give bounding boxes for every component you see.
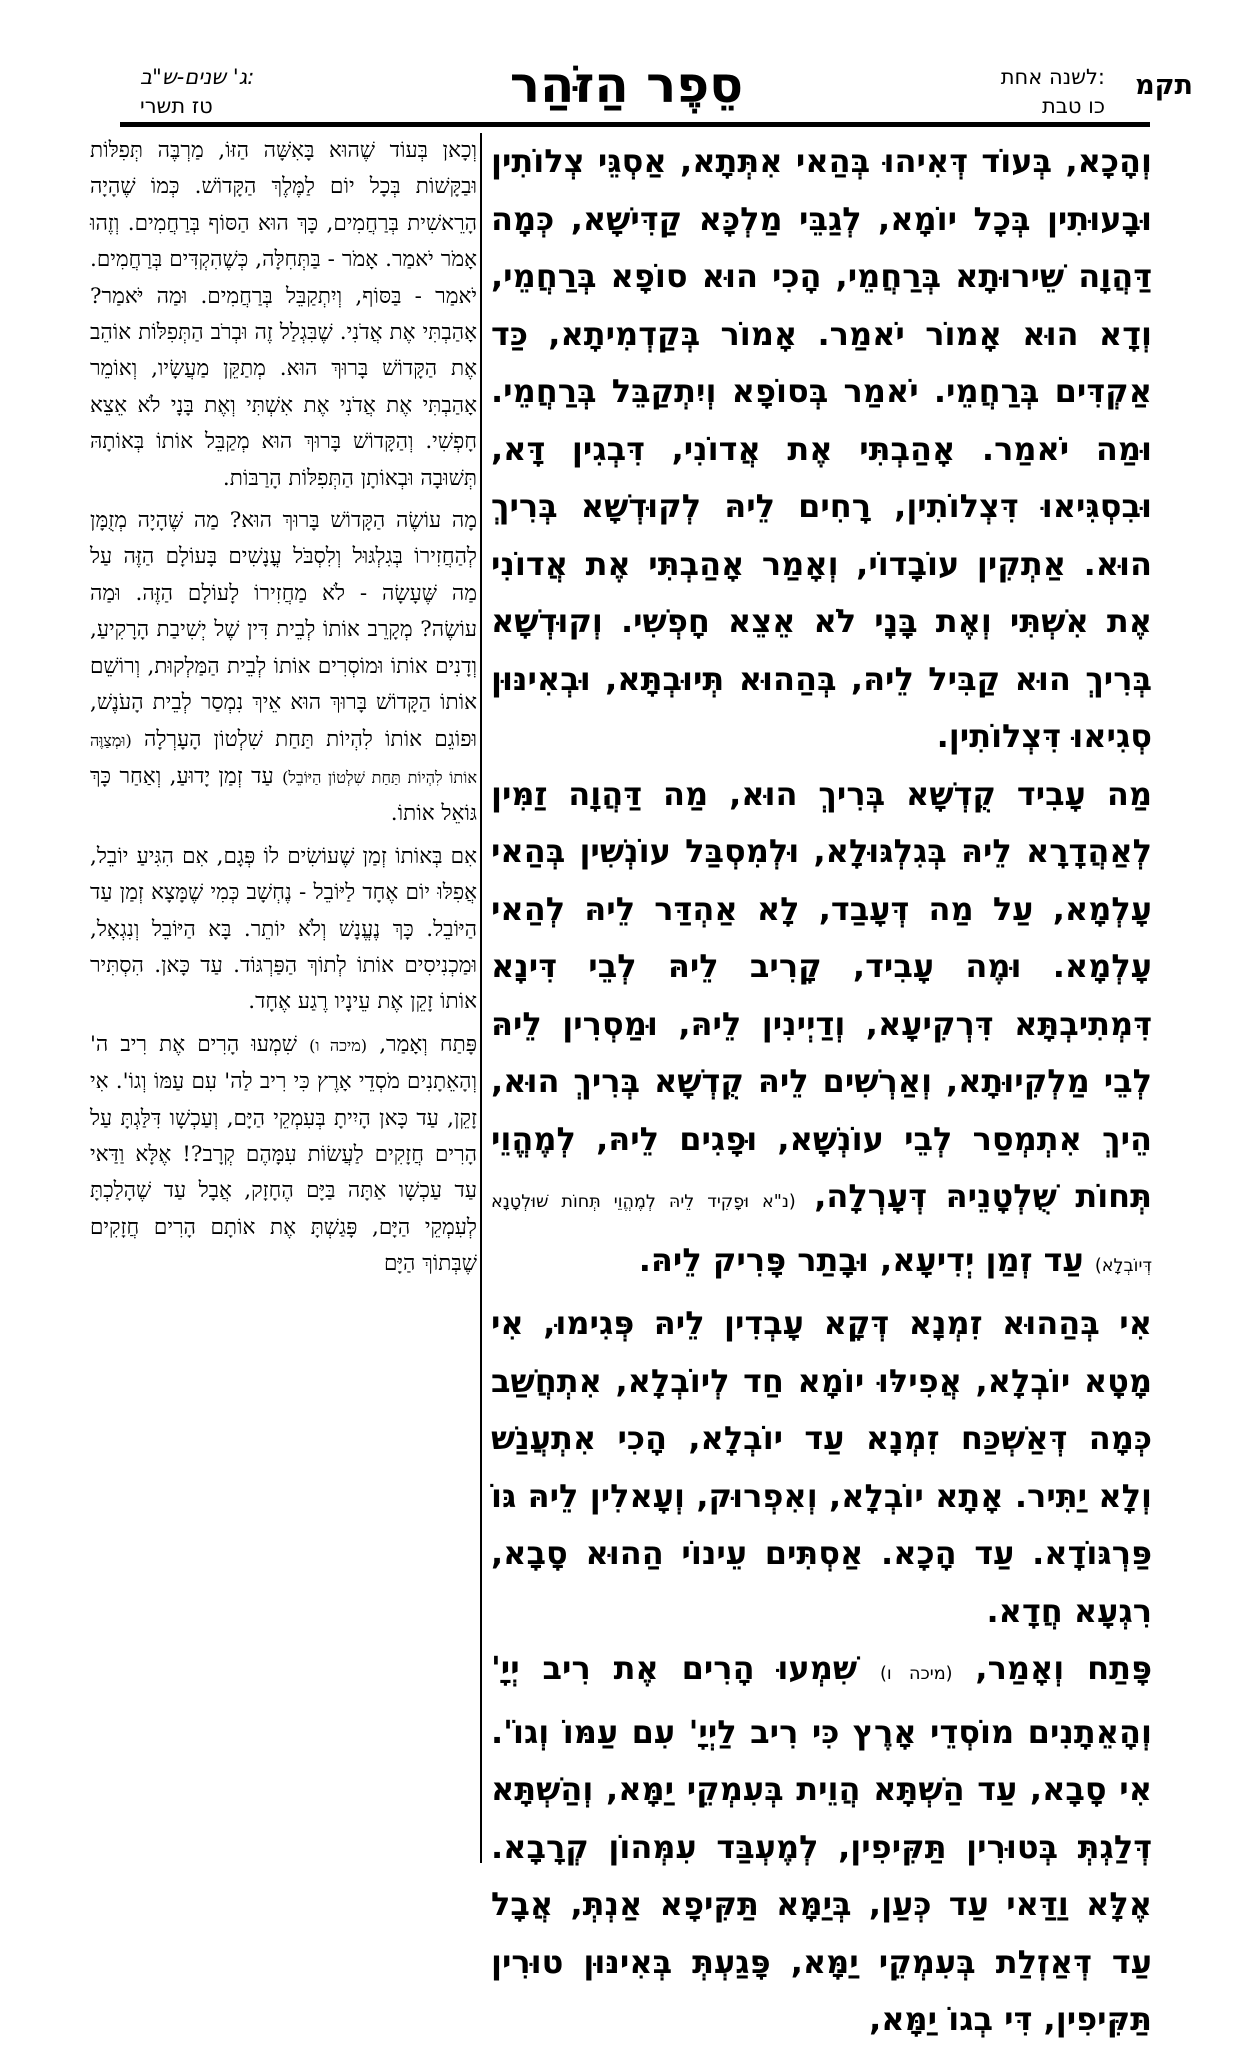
main-paragraph-4-text: שִׁמְעוּ הָרִים אֶת רִיב יְיָ' וְהָאֵתָנִים מוֹסְדֵי אָרֶץ כִּי רִיב לַיְיָ' עִם עַמּוֹ וְגוֹ'. אִי סָבָא, עַד הַשְׁתָּא הֲוֵית בְּעִמְקֵי יַמָּא, וְהַשְׁתָּא דְּלַגְתְּ בְּטוּרִין תַּקִּיפִין, לְמֶעְבַּד עִמְּהוֹן קְרָבָא. אֶלָּא וַדַּאי עַד כְּעַן, בְּיַמָּא תַּקִּיפָא אַנְתְּ, אֲבָל עַד דְּאַזְלַת בְּעִמְקֵי יַמָּא, פָּגַעְתְּ בְּאִינּוּן טוּרִין תַּקִּיפִין, דִּי בְגוֹ יַמָּא, [491, 1649, 1152, 2038]
aramaic-main-column [491, 133, 1152, 2049]
commentary-paragraph-3 [90, 839, 477, 1021]
header-alt-plan: ג' שנים-ש"ב: [140, 65, 255, 89]
commentary-source-citation: (מיכה ו) [309, 1035, 368, 1055]
main-paragraph-1-text: וְהָכָא, בְּעוֹד דְּאִיהוּ בְּהַאי אִתְּתָא, אַסְגֵּי צְלוֹתִין וּבָעוּתִין בְּכָל יוֹמָא, לְגַבֵּי מַלְכָּא קַדִּישָׁא, כְּמָה דַּהֲוָה שֵׁירוּתָא בְּרַחֲמֵי, הָכִי הוּא סוֹפָא בְּרַחֲמֵי, וְדָא הוּא אָמוֹר יֹאמַר. אָמוֹר בְּקַדְמִיתָא, כַּד אַקְדִּים בְּרַחֲמֵי. יֹאמַר בְּסוֹפָא וְיִתְקַבֵּל בְּרַחֲמֵי. וּמַה יֹאמַר. אָהַבְתִּי אֶת אֲדוֹנִי, דִּבְגִין דָּא, וּבִסְגִּיאוּ דִּצְלוֹתִין, רָחִים לֵיהּ לְקוּדְשָׁא בְּרִיךְ הוּא. אַתְקִין עוֹבָדוֹי, וְאָמַר אָהַבְתִּי אֶת אֲדוֹנִי אֶת אִשְׁתִּי וְאֶת בָּנָי לֹא אֵצֵא חָפְשִׁי. וְקוּדְשָׁא בְּרִיךְ הוּא קַבִּיל לֵיהּ, בְּהַהוּא תְּיוּבְתָּא, וּבְאִינּוּן סְגִיאוּ דִּצְלוֹתִין. [491, 142, 1152, 755]
commentary-paragraph-2 [90, 503, 477, 833]
main-paragraph-2-end: עַד זְמַן יְדִיעָא, וּבָתַר פָּרִיק לֵיהּ. [638, 1240, 1084, 1279]
commentary-paragraph-1 [90, 133, 477, 497]
main-paragraph-3 [491, 1295, 1152, 1640]
hebrew-commentary-column [90, 133, 477, 1289]
commentary-paragraph-2-text: מָה עוֹשֶׂה הַקָּדוֹשׁ בָּרוּךְ הוּא? מַה שֶּׁהָיָה מְזֻמָּן לְהַחֲזִירוֹ בְּגִלְגּוּל וְלִסְבֹּל עֳנָשִׁים בָּעוֹלָם הַזֶּה עַל מַה שֶּׁעָשָׂה - לֹא מַחֲזִירוֹ לָעוֹלָם הַזֶּה. וּמַה עוֹשֶׂה? מְקָרֵב אוֹתוֹ לְבֵית דִּין שֶׁל יְשִׁיבַת הָרָקִיעַ, וְדָנִים אוֹתוֹ וּמוֹסְרִים אוֹתוֹ לְבֵית הַמַּלְקוּת, וְרוֹשֵׁם אוֹתוֹ הַקָּדוֹשׁ בָּרוּךְ הוּא אֵיךְ נִמְסַר לְבֵית הָעֹנֶשׁ, וּפוֹגֵם אוֹתוֹ לִהְיוֹת תַּחַת שִׁלְטוֹן הָעָרְלָה [90, 508, 477, 752]
main-paragraph-1 [491, 133, 1152, 766]
main-paragraph-4 [491, 1640, 1152, 2049]
commentary-paragraph-3-text: אִם בְּאוֹתוֹ זְמַן שֶׁעוֹשִׂים לוֹ פְּגָם, אִם הִגִּיעַ יוֹבֵל, אֲפִלּוּ יוֹם אֶחָד לַיּוֹבֵל - נֶחְשָׁב כְּמִי שֶׁמָּצָא זְמַן עַד הַיּוֹבֵל. כָּךְ נֶעֱנָשׁ וְלֹא יוֹתֵר. בָּא הַיּוֹבֵל וְנִגְאָל, וּמַכְנִיסִים אוֹתוֹ לְתוֹךְ הַפַּרְגּוֹד. עַד כָּאן. הִסְתִּיר אוֹתוֹ זָקֵן אֶת עֵינָיו רֶגַע אֶחָד. [90, 843, 477, 1015]
commentary-paragraph-4 [90, 1027, 477, 1283]
column-divider [480, 133, 482, 1863]
commentary-paragraph-4-text: שִׁמְעוּ הָרִים אֶת רִיב ה' וְהָאֵתָנִים מֹסְדֵי אָרֶץ כִּי רִיב לַה' עִם עַמּוֹ וְגוֹ'. אִי זָקֵן, עַד כָּאן הָיִיתָ בְּעִמְקֵי הַיָּם, וְעַכְשָׁו דִּלַּגְתָּ עַל הָרִים חֲזָקִים לַעֲשׂוֹת עִמָּהֶם קְרָב?! אֶלָּא וַדַּאי עַד עַכְשָׁו אַתָּה בַּיָּם הֶחָזָק, אֲבָל עַד שֶׁהָלַכְתָּ לְעִמְקֵי הַיָּם, פָּגַשְׁתָּ אֶת אוֹתָם הָרִים חֲזָקִים שֶׁבְּתוֹךְ הַיָּם [90, 1031, 477, 1277]
commentary-variant-note: (וּמְצַוֶּה אוֹתוֹ לִהְיוֹת תַּחַת שִׁלְטוֹן הַיּוֹבֵל) [90, 730, 477, 787]
header-study-plan: לשנה אחת: [1000, 65, 1105, 89]
page-header [0, 0, 1253, 120]
header-rule [120, 122, 1150, 127]
main-paragraph-2-text: מַה עָבִיד קֻדְשָׁא בְּרִיךְ הוּא, מַה דַּהֲוָה זַמִּין לְאַהֲדָרָא לֵיהּ בְּגִלְגּוּלָא, וּלְמִסְבַּל עוֹנְשִׁין בְּהַאי עָלְמָא, עַל מַה דְּעָבַד, לָא אַהְדַּר לֵיהּ לְהַאי עָלְמָא. וּמֶה עָבִיד, קָרִיב לֵיהּ לְבֵי דִּינָא דִּמְתִיבְתָּא דִּרְקִיעָא, וְדַיְינִין לֵיהּ, וּמַסְרִין לֵיהּ לְבֵי מַלְקִיוּתָא, וְאַרְשִׁים לֵיהּ קֻדְשָׁא בְּרִיךְ הוּא, הֵיךְ אִתְמְסַר לְבֵי עוֹנְשָׁא, וּפָגִים לֵיהּ, לְמֶהֱוֵי תְּחוֹת שֻׁלְטָנֵיהּ דְּעָרְלָה, [491, 774, 1153, 1215]
commentary-paragraph-2-end: עַד זְמַן יָדוּעַ, וְאַחַר כָּךְ גּוֹאֵל אוֹתוֹ. [90, 763, 477, 827]
book-title: סֵפֶר הַזֹּהַר [509, 56, 744, 114]
commentary-paragraph-4-opening: פָּתַח וְאָמַר, [379, 1031, 477, 1057]
main-paragraph-2 [491, 766, 1152, 1296]
main-variant-note: (נ"א וּפָקִיד לֵיהּ לְמֶהֱוֵי תְּחוֹת שׁוּלְטָנָא דְּיוֹבְלָא) [491, 1192, 1152, 1276]
header-study-date: כו טבת [1041, 94, 1105, 118]
commentary-paragraph-1-text: וְכָאן בְּעוֹד שֶׁהוּא בָּאִשָּׁה הַזּוֹ, מַרְבֶּה תְּפִלּוֹת וּבַקָּשׁוֹת בְּכָל יוֹם לַמֶּלֶךְ הַקָּדוֹשׁ. כְּמוֹ שֶׁהָיָה הָרֵאשִׁית בְּרַחֲמִים, כָּךְ הוּא הַסּוֹף בְּרַחֲמִים. וְזֶהוּ אָמֹר יֹאמַר. אָמֹר - בַּתְּחִלָּה, כְּשֶׁהִקְדִּים בְּרַחֲמִים. יֹאמַר - בַּסּוֹף, וְיִתְקַבֵּל בְּרַחֲמִים. וּמַה יֹּאמַר? אָהַבְתִּי אֶת אֲדֹנִי. שֶׁבִּגְלַל זֶה וּבְרֹב הַתְּפִלּוֹת אוֹהֵב אֶת הַקָּדוֹשׁ בָּרוּךְ הוּא. מְתַקֵּן מַעֲשָׂיו, וְאוֹמֵר אָהַבְתִּי אֶת אֲדֹנִי אֶת אִשְׁתִּי וְאֶת בָּנָי לֹא אֵצֵא חָפְשִׁי. וְהַקָּדוֹשׁ בָּרוּךְ הוּא מְקַבֵּל אוֹתוֹ בְּאוֹתָהּ תְּשׁוּבָה וּבְאוֹתָן הַתְּפִלּוֹת הָרַבּוֹת. [90, 138, 477, 491]
main-source-citation: (מיכה ו) [880, 1664, 953, 1684]
header-alt-date: טז תשרי [140, 94, 213, 118]
page-number: תקמ [1135, 70, 1193, 101]
main-paragraph-4-opening: פָּתַח וְאָמַר, [975, 1649, 1153, 1687]
main-paragraph-3-text: אִי בְּהַהוּא זִמְנָא דְּקָא עָבְדִין לֵיהּ פְּגִימוּ, אִי מָטָא יוֹבְלָא, אֲפִילּוּ יוֹמָא חַד לְיוֹבְלָא, אִתְחֲשַׁב כְּמָה דְּאַשְׁכַּח זִמְנָא עַד יוֹבְלָא, הָכִי אִתְעֲנַשׁ וְלָא יַתִּיר. אָתָא יוֹבְלָא, וְאִפְרוּק, וְעָאלִין לֵיהּ גּוֹ פַּרְגּוֹדָא. עַד הָכָא. אַסְתִּים עֵינוֹי הַהוּא סָבָא, רִגְעָא חֲדָא. [491, 1304, 1152, 1630]
